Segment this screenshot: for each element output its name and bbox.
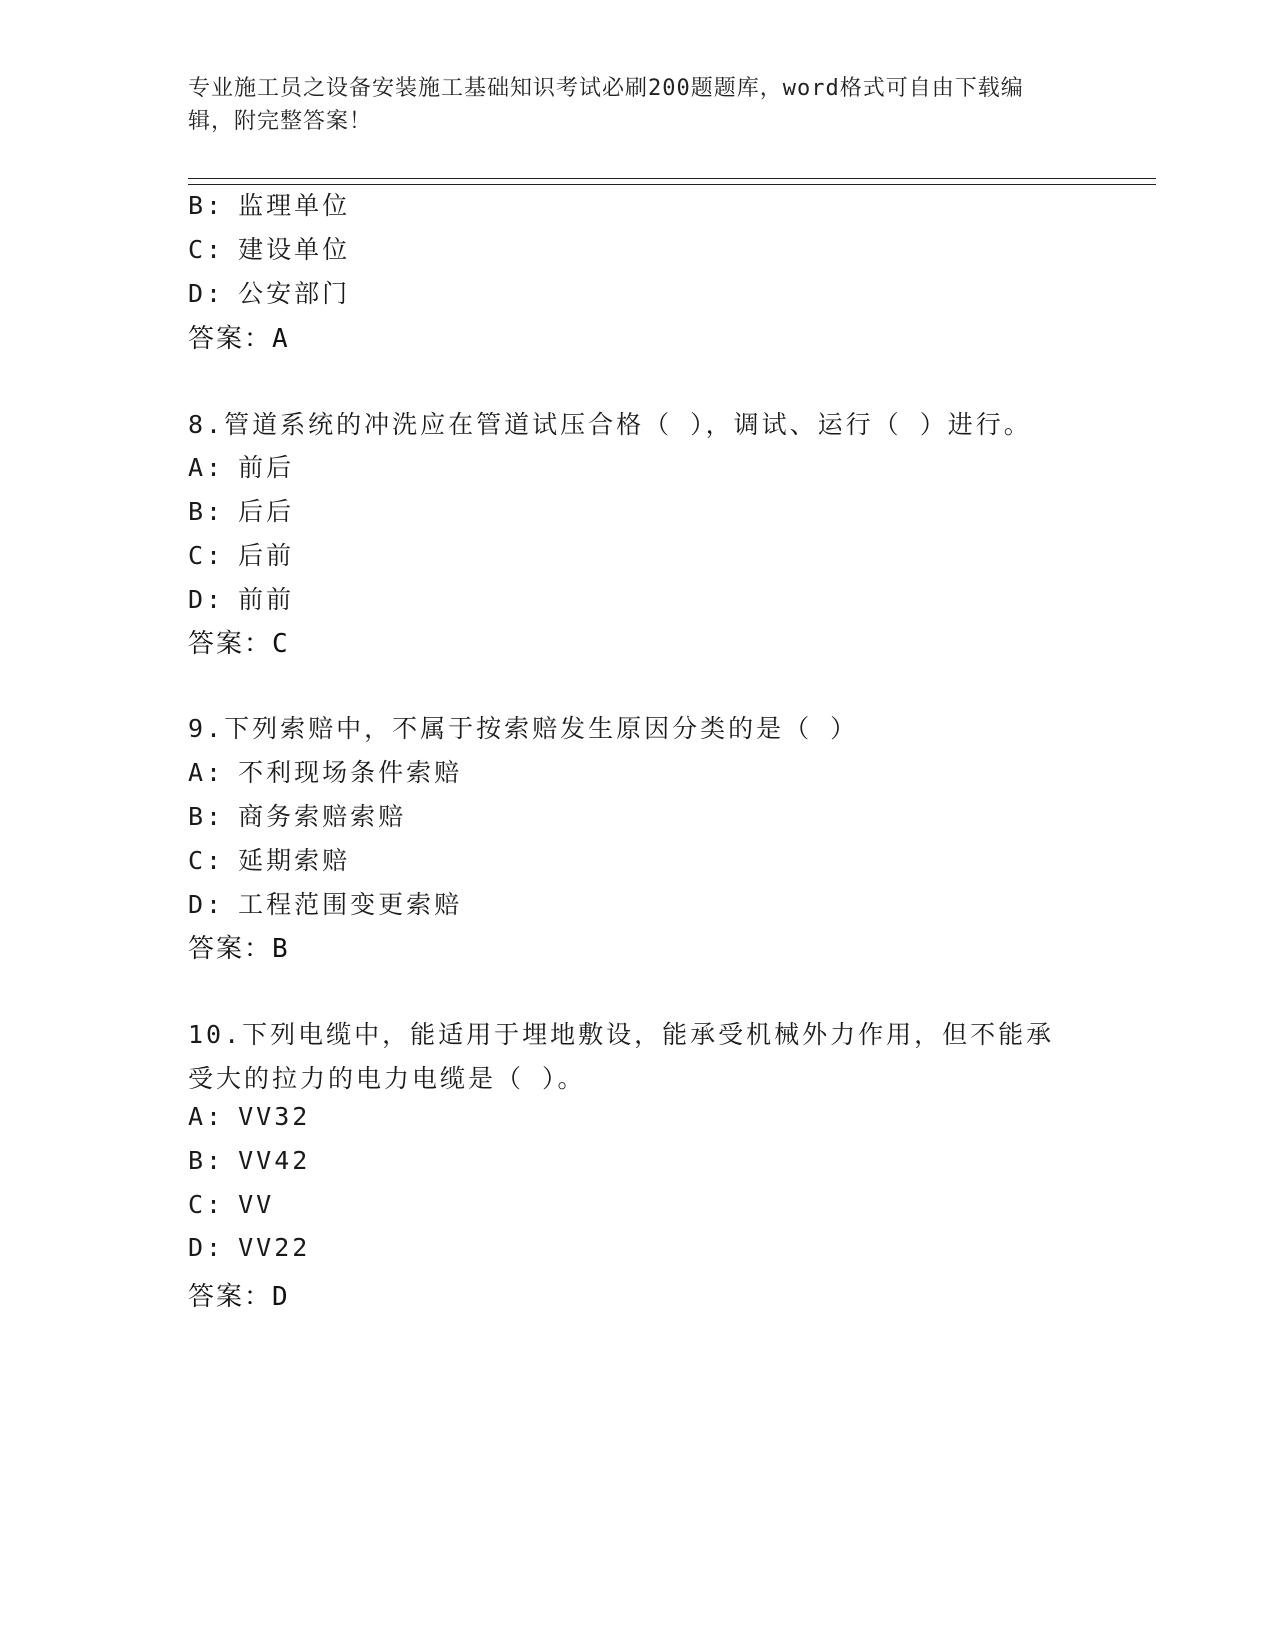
option-letter: B: bbox=[188, 802, 225, 831]
option-d bbox=[188, 274, 350, 310]
answer-value: D bbox=[272, 1282, 288, 1312]
question-stem: 9.下列索赔中，不属于按索赔发生原因分类的是（ ） bbox=[188, 714, 859, 743]
header-double-rule bbox=[188, 178, 1156, 185]
option-text: VV32 bbox=[238, 1102, 311, 1131]
option-d bbox=[188, 885, 462, 921]
option-a bbox=[188, 448, 294, 484]
document-header: 专业施工员之设备安装施工基础知识考试必刷200题题库，word格式可自由下载编辑，附完整答案！ bbox=[188, 76, 1024, 134]
option-letter: D: bbox=[188, 279, 225, 308]
question-stem-line1: 10.下列电缆中，能适用于埋地敷设，能承受机械外力作用，但不能承 bbox=[188, 1020, 1055, 1049]
option-letter: B: bbox=[188, 191, 225, 220]
option-c bbox=[188, 230, 350, 266]
answer-value: A bbox=[272, 324, 288, 354]
option-letter: A: bbox=[188, 453, 225, 482]
option-d bbox=[188, 580, 294, 616]
option-text: 前后 bbox=[238, 453, 295, 482]
option-text: VV42 bbox=[238, 1146, 311, 1175]
option-text: 工程范围变更索赔 bbox=[238, 890, 463, 919]
option-text: 建设单位 bbox=[238, 235, 351, 264]
answer-value: C bbox=[272, 629, 288, 659]
option-letter: A: bbox=[188, 1102, 225, 1131]
option-text: 后前 bbox=[238, 541, 295, 570]
option-text: VV bbox=[238, 1190, 275, 1219]
option-text: 监理单位 bbox=[238, 191, 351, 220]
option-b bbox=[188, 492, 294, 528]
option-letter: A: bbox=[188, 758, 225, 787]
answer-label: 答案： bbox=[188, 324, 273, 354]
option-d bbox=[188, 1233, 310, 1262]
option-letter: C: bbox=[188, 1190, 225, 1219]
option-text: 公安部门 bbox=[238, 279, 351, 308]
option-c bbox=[188, 841, 350, 877]
option-letter: B: bbox=[188, 1146, 225, 1175]
option-c bbox=[188, 1190, 274, 1219]
option-letter: C: bbox=[188, 235, 225, 264]
option-c bbox=[188, 536, 294, 572]
answer-line bbox=[188, 1276, 288, 1313]
question-stem: 8.管道系统的冲洗应在管道试压合格（ ），调试、运行（ ）进行。 bbox=[188, 410, 1032, 439]
option-a bbox=[188, 753, 462, 789]
answer-label: 答案： bbox=[188, 934, 273, 964]
option-text: 后后 bbox=[238, 497, 295, 526]
option-letter: C: bbox=[188, 846, 225, 875]
option-text: 商务索赔索赔 bbox=[238, 802, 407, 831]
option-b bbox=[188, 186, 350, 222]
option-text: 延期索赔 bbox=[238, 846, 351, 875]
answer-label: 答案： bbox=[188, 1282, 273, 1312]
option-b bbox=[188, 797, 406, 833]
question-stem-line2: 受大的拉力的电力电缆是（ ）。 bbox=[188, 1064, 586, 1093]
option-letter: D: bbox=[188, 585, 225, 614]
option-letter: C: bbox=[188, 541, 225, 570]
answer-line bbox=[188, 623, 288, 660]
option-b bbox=[188, 1146, 310, 1175]
option-letter: B: bbox=[188, 497, 225, 526]
option-text: VV22 bbox=[238, 1233, 311, 1262]
option-letter: D: bbox=[188, 890, 225, 919]
option-letter: D: bbox=[188, 1233, 225, 1262]
answer-line bbox=[188, 928, 288, 965]
answer-value: B bbox=[272, 934, 288, 964]
option-text: 前前 bbox=[238, 585, 295, 614]
answer-line bbox=[188, 318, 288, 355]
option-text: 不利现场条件索赔 bbox=[238, 758, 463, 787]
answer-label: 答案： bbox=[188, 629, 273, 659]
option-a bbox=[188, 1102, 310, 1131]
